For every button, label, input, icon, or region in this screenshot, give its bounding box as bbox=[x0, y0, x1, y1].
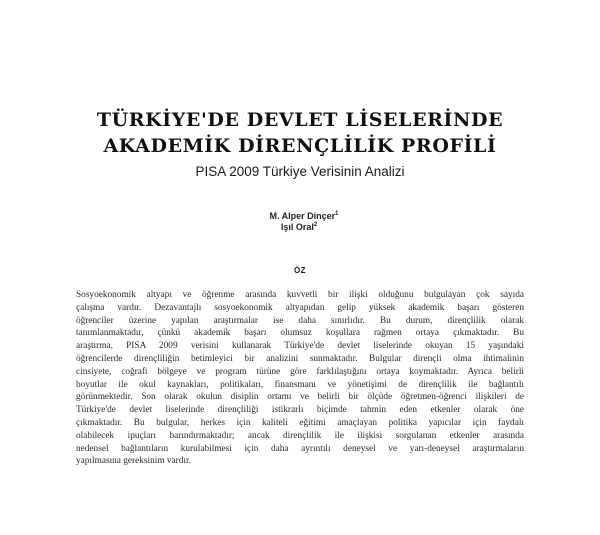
paper-subtitle: PISA 2009 Türkiye Verisinin Analizi bbox=[195, 164, 405, 179]
author-name: Işıl Oral bbox=[280, 222, 314, 232]
abstract-body bbox=[76, 289, 524, 468]
abstract-line: araştırma, PISA 2009 verisini kullanarak Türkiye'de devlet liselerinde okuyan 15 yaşındaki bbox=[76, 341, 524, 352]
author-1 bbox=[8, 211, 600, 221]
abstract-line: çıkmaktadır. Bu bulgular, herkes için kaliteli eğitimi amaçlayan politika yapıcılar için faydalı bbox=[76, 417, 524, 428]
abstract-line: çalışma vardır. Dezavantajlı sosyoekonomik altyapıdan gelip yüksek akademik başarı gösteren bbox=[76, 302, 524, 313]
abstract-line: boyutlar ile okul kaynakları, politikaları, finansmanı ve yönetişimi de dirençlilik ile bağlantılı bbox=[76, 379, 524, 390]
abstract-line: tanımlanmaktadır, çünkü akademik başarı olumsuz koşullara rağmen ortaya çıkmaktadır. Bu bbox=[76, 328, 524, 339]
author-2 bbox=[0, 222, 600, 232]
author-footnote-marker: 1 bbox=[335, 211, 339, 217]
title-line-1: TÜRKİYE'DE DEVLET LİSELERİNDE bbox=[96, 109, 504, 131]
abstract-line: Sosyoekonomik altyapı ve öğrenme arasında kuvvetli bir ilişki olduğunu bulgulayan çok sayıda bbox=[76, 290, 524, 300]
abstract-line: öğrenciler üzerine yapılan araştırmalar ise daha sınırlıdır. Bu durum, dirençlilik olarak bbox=[76, 315, 524, 326]
abstract-line: öğrencilerde dirençliliğin betimleyici bir analizini sunmaktadır. Bulgular dirençli olma ihtimalinin bbox=[76, 353, 524, 364]
abstract-heading: ÖZ bbox=[294, 266, 306, 275]
abstract-line: görünmektedir. Son olarak okulun disiplin ortamı ve belirli bir ölçüde öğretmen-öğrenci ilişkileri de bbox=[76, 392, 524, 403]
author-name: M. Alper Dinçer bbox=[269, 211, 336, 221]
paper-title bbox=[0, 107, 600, 159]
author-footnote-marker: 2 bbox=[313, 222, 318, 228]
abstract-line: yapılmasına gereksinim vardır. bbox=[76, 456, 191, 467]
title-line-2: AKADEMİK DİRENÇLİLİK PROFİLİ bbox=[103, 135, 497, 157]
abstract-line: nedensel bağlantıların kurulabilmesi için daha ayrıntılı deneysel ve yarı-deneysel araştırmaların bbox=[76, 443, 524, 454]
abstract-line: olabilecek ipuçları barındırmaktadır; ancak dirençlilik ile ilişkisi sorgulanan etkenler arasında bbox=[76, 430, 524, 441]
abstract-line: Türkiye'de devlet liselerinde dirençliliği istikrarlı biçimde tahmin eden etkenler olarak öne bbox=[76, 405, 524, 416]
abstract-line: cinsiyete, coğrafi bölgeye ve program türüne göre farklılaştığını ortaya koymaktadır. Ayrıca belirli bbox=[76, 366, 524, 377]
